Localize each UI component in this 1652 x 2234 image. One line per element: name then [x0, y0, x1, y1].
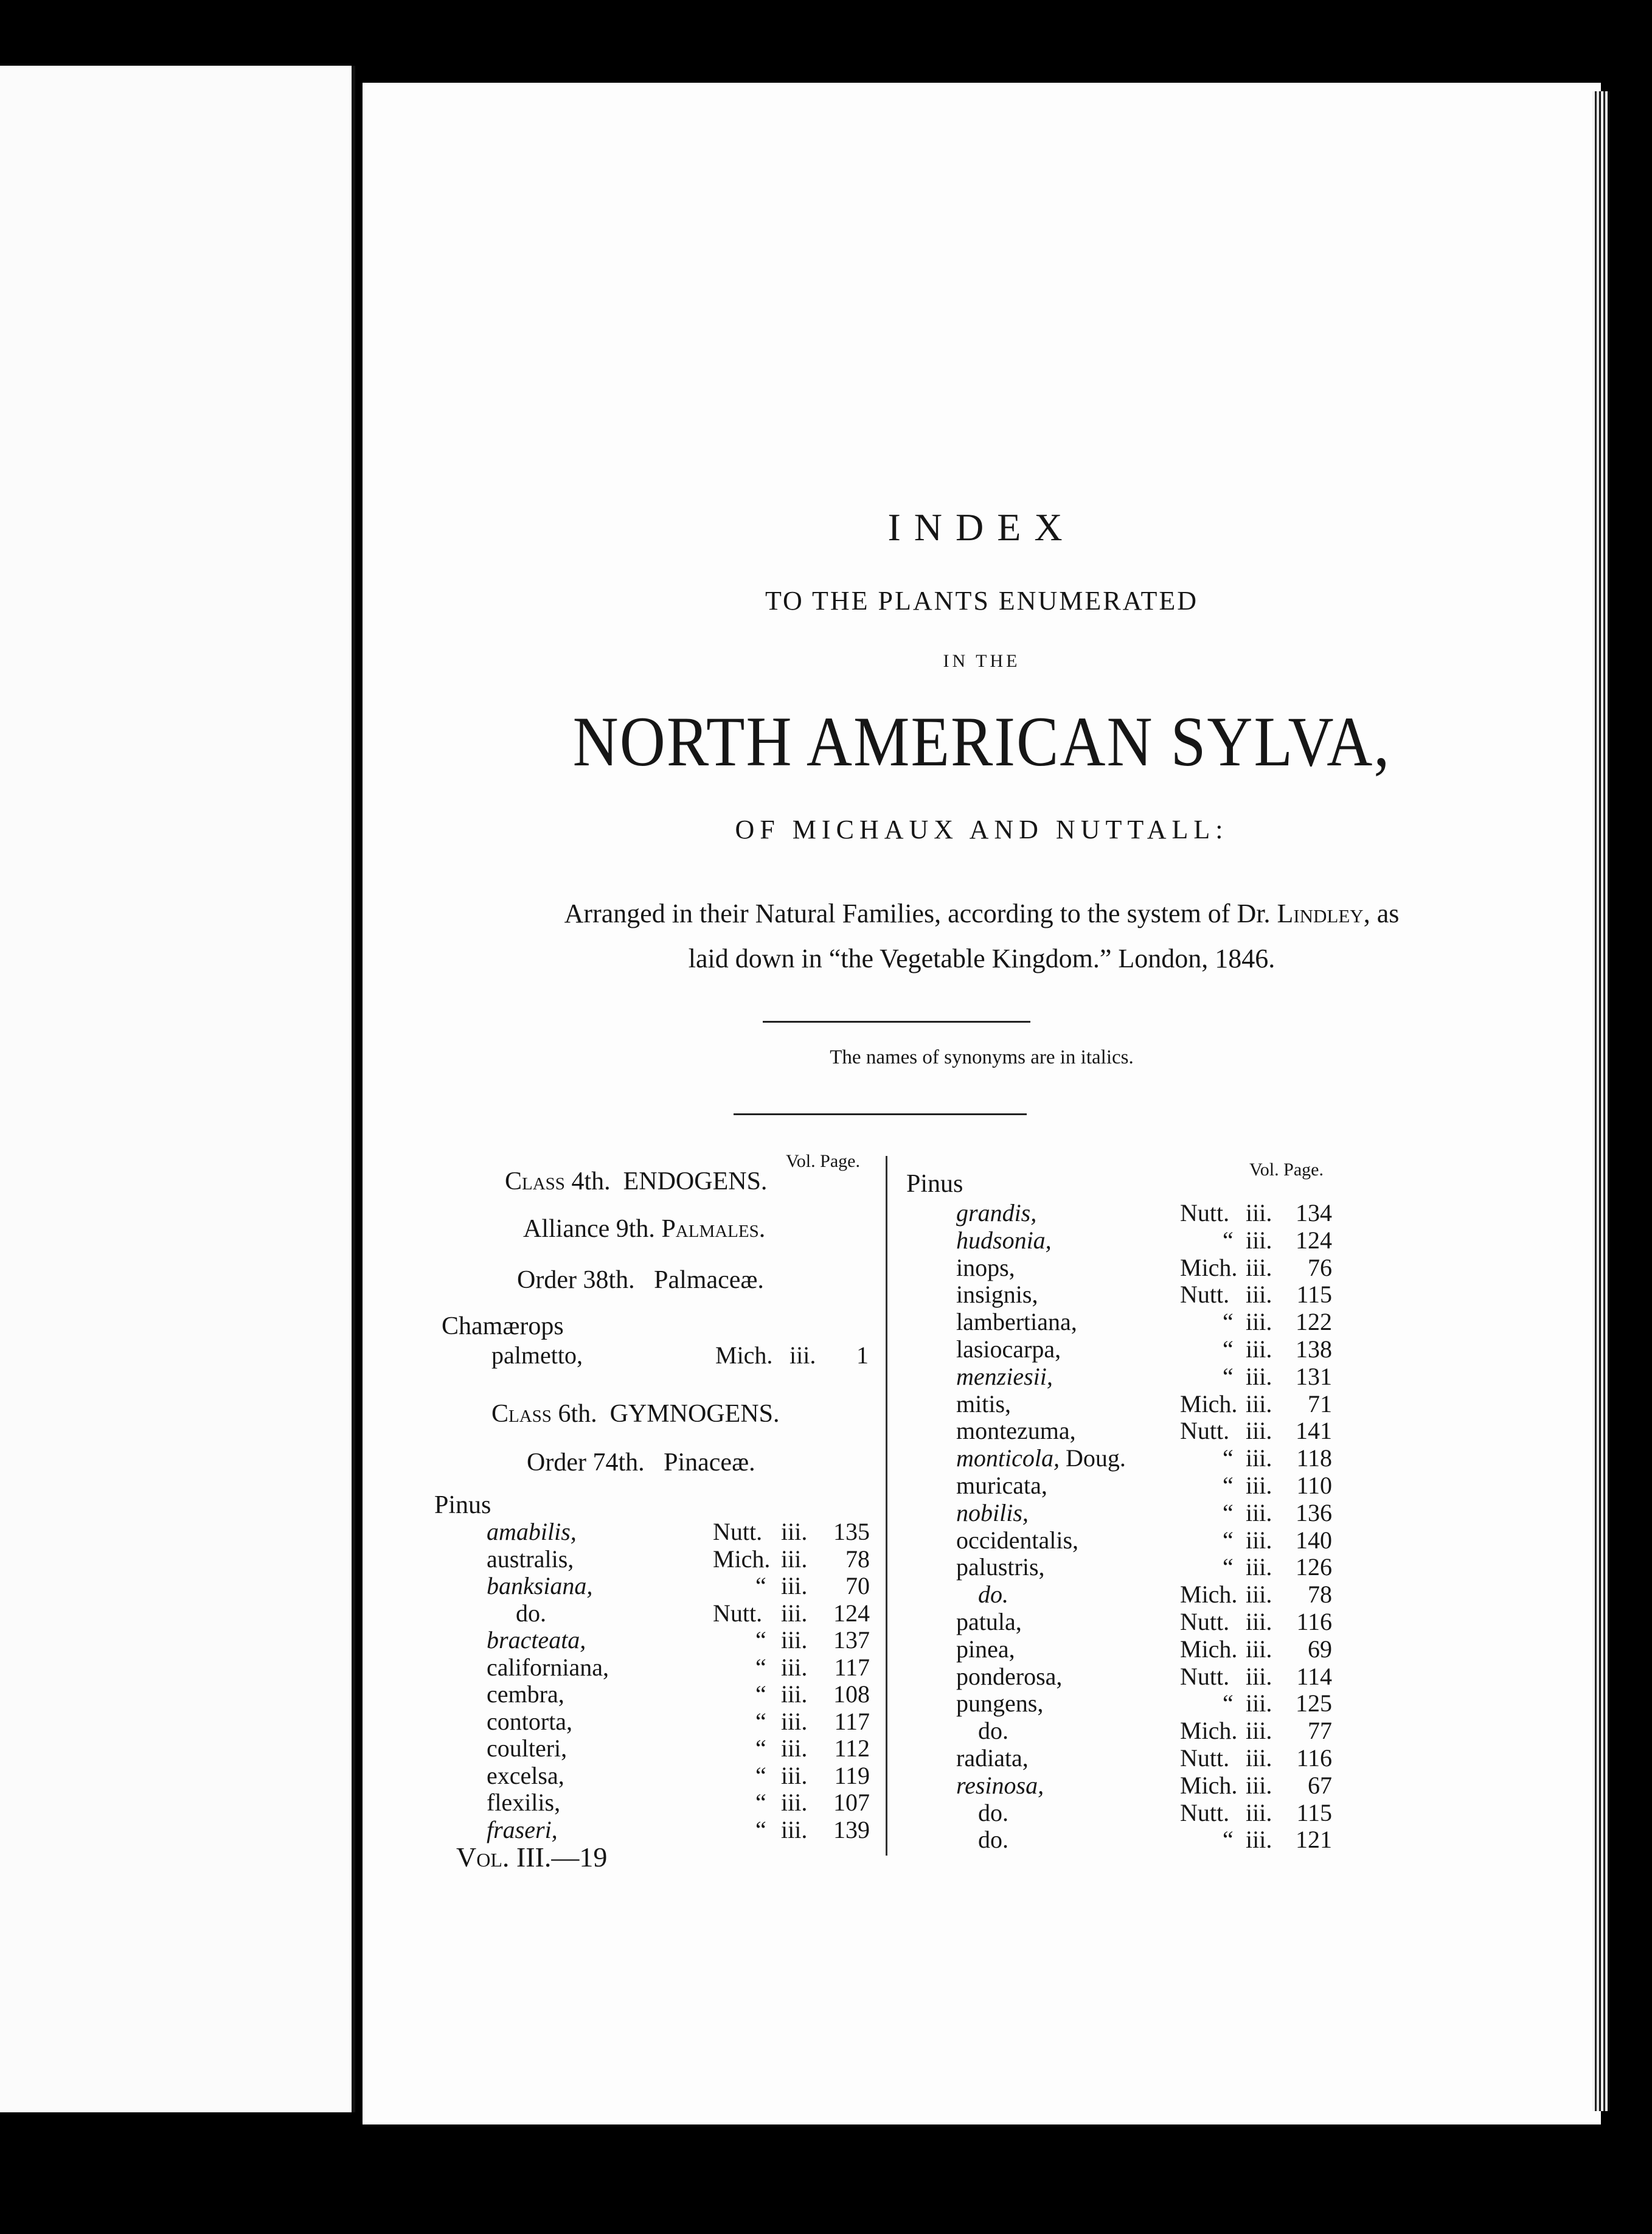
lindley-name: Lindley	[1277, 899, 1364, 928]
right-column-header: Vol. Page.	[1249, 1160, 1324, 1180]
volume-number: iii.	[781, 1599, 808, 1627]
class-number: 6th.	[558, 1400, 597, 1428]
page-number: 69	[1308, 1635, 1332, 1663]
author-source: Nutt.	[1180, 1662, 1230, 1690]
author-source: Mich.	[713, 1545, 771, 1573]
author-source: “	[1223, 1226, 1234, 1254]
facing-blank-page	[0, 66, 355, 2112]
volume-number: iii.	[1246, 1662, 1272, 1690]
author-source: Mich.	[1180, 1390, 1238, 1418]
chamaerops-page: 1	[856, 1341, 869, 1369]
page-number: 135	[833, 1518, 870, 1545]
page-number: 136	[1296, 1498, 1332, 1526]
divider-rule-bottom	[734, 1113, 1027, 1115]
page-number: 126	[1296, 1553, 1332, 1581]
species-name: australis,	[487, 1545, 574, 1573]
class-6-heading	[491, 1399, 779, 1428]
page-title: INDEX	[887, 506, 1076, 549]
genus-pinus-right: Pinus	[906, 1170, 963, 1198]
page-number: 70	[845, 1572, 870, 1599]
author-source: “	[1223, 1498, 1234, 1526]
page-number: 131	[1296, 1362, 1332, 1390]
species-name: patula,	[956, 1608, 1022, 1635]
volume-number: iii.	[781, 1789, 808, 1816]
author-source: Nutt.	[1180, 1744, 1230, 1772]
author-source: “	[755, 1815, 766, 1843]
author-source: Nutt.	[1180, 1199, 1230, 1227]
page-number: 141	[1296, 1417, 1332, 1445]
species-name: flexilis,	[487, 1789, 561, 1816]
arrangement-line-1	[363, 898, 1601, 929]
species-name: do.	[978, 1826, 1008, 1854]
chamaerops-palmetto: palmetto,	[491, 1341, 583, 1369]
volume-number: iii.	[781, 1572, 808, 1599]
volume-number: iii.	[1246, 1362, 1272, 1390]
author-source: “	[755, 1680, 766, 1708]
author-source: Nutt.	[1180, 1608, 1230, 1635]
author-source: “	[755, 1735, 766, 1762]
species-name: fraseri,	[487, 1815, 558, 1843]
species-name: lambertiana,	[956, 1308, 1077, 1336]
volume-number: iii.	[1246, 1226, 1272, 1254]
volume-number: iii.	[1246, 1308, 1272, 1336]
author-source: “	[755, 1653, 766, 1681]
volume-number: iii.	[1246, 1199, 1272, 1227]
author-source: “	[1223, 1472, 1234, 1499]
author-source: “	[1223, 1526, 1234, 1554]
page-number: 124	[833, 1599, 870, 1627]
class-name: GYMNOGENS.	[609, 1400, 780, 1428]
author-source: Nutt.	[1180, 1417, 1230, 1445]
order-name: Pinaceæ.	[664, 1449, 755, 1477]
volume-number: iii.	[1246, 1717, 1272, 1745]
volume-number: iii.	[1246, 1553, 1272, 1581]
alliance-label: Alliance 9th.	[523, 1215, 655, 1243]
page-number: 118	[1296, 1444, 1332, 1472]
species-name: bracteata,	[487, 1626, 586, 1654]
volume-number: iii.	[781, 1680, 808, 1708]
class-word: Class	[505, 1167, 565, 1195]
author-source: Mich.	[1180, 1717, 1238, 1745]
order-label: Order 38th.	[517, 1266, 635, 1294]
author-source: Nutt.	[713, 1518, 763, 1545]
chamaerops-source: Mich.	[715, 1341, 773, 1369]
author-source: Mich.	[1180, 1253, 1238, 1281]
volume-number: iii.	[1246, 1253, 1272, 1281]
alliance-name: Palmales.	[661, 1215, 766, 1243]
species-name: do.	[978, 1717, 1008, 1745]
order-38-heading	[517, 1265, 764, 1295]
class-number: 4th.	[571, 1167, 611, 1195]
species-name: montezuma,	[956, 1417, 1076, 1445]
species-name: banksiana,	[487, 1572, 593, 1599]
arrangement-text-b: , as	[1363, 899, 1400, 928]
species-name: excelsa,	[487, 1761, 564, 1789]
volume-number: iii.	[1246, 1826, 1272, 1854]
page-number: 125	[1296, 1689, 1332, 1717]
page-number: 78	[1308, 1581, 1332, 1609]
volume-number: iii.	[1246, 1417, 1272, 1445]
species-name: monticola, Doug.	[956, 1444, 1126, 1472]
volume-number: iii.	[1246, 1335, 1272, 1363]
volume-number: iii.	[781, 1545, 808, 1573]
volume-number: iii.	[1246, 1581, 1272, 1609]
subtitle-plants-enumerated: TO THE PLANTS ENUMERATED	[765, 586, 1199, 616]
species-name: resinosa,	[956, 1771, 1044, 1799]
author-source: Mich.	[1180, 1771, 1238, 1799]
species-name: do.	[978, 1581, 1008, 1609]
volume-number: iii.	[1246, 1526, 1272, 1554]
volume-number: iii.	[781, 1518, 808, 1545]
page-number: 121	[1296, 1826, 1332, 1854]
volume-number: iii.	[781, 1761, 808, 1789]
author-source: “	[755, 1626, 766, 1654]
volume-number: iii.	[781, 1815, 808, 1843]
genus-chamaerops: Chamærops	[442, 1312, 564, 1340]
order-74-heading	[527, 1448, 755, 1477]
species-name: coulteri,	[487, 1735, 567, 1762]
species-name: pungens,	[956, 1689, 1044, 1717]
page-number: 116	[1296, 1608, 1332, 1635]
class-name: ENDOGENS.	[623, 1167, 768, 1195]
volume-number: iii.	[1246, 1744, 1272, 1772]
volume-number: iii.	[1246, 1689, 1272, 1717]
page-number: 119	[834, 1761, 870, 1789]
species-name: contorta,	[487, 1707, 573, 1735]
page-edge-shadow	[1592, 91, 1609, 2111]
page-number: 134	[1296, 1199, 1332, 1227]
author-source: “	[755, 1572, 766, 1599]
species-name: grandis,	[956, 1199, 1037, 1227]
synonyms-note: The names of synonyms are in italics.	[830, 1046, 1134, 1068]
page-number: 67	[1308, 1771, 1332, 1799]
species-name: palustris,	[956, 1553, 1045, 1581]
arrangement-text-a: Arranged in their Natural Families, according to the system of Dr.	[564, 899, 1277, 928]
class-word: Class	[491, 1400, 552, 1428]
volume-number: iii.	[1246, 1281, 1272, 1309]
volume-number: iii.	[781, 1735, 808, 1762]
species-name: californiana,	[487, 1653, 609, 1681]
species-name: insignis,	[956, 1281, 1038, 1309]
column-divider	[886, 1156, 887, 1856]
page-number: 117	[834, 1707, 870, 1735]
author-source: “	[1223, 1444, 1234, 1472]
species-name: occidentalis,	[956, 1526, 1079, 1554]
author-source: “	[755, 1707, 766, 1735]
author-source: “	[1223, 1826, 1234, 1854]
main-title: NORTH AMERICAN SYLVA,	[572, 703, 1391, 781]
volume-number: iii.	[1246, 1608, 1272, 1635]
order-name: Palmaceæ.	[654, 1266, 764, 1294]
divider-rule-top	[763, 1021, 1030, 1023]
species-name: muricata,	[956, 1472, 1047, 1499]
page-number: 117	[834, 1653, 870, 1681]
page-number: 76	[1308, 1253, 1332, 1281]
subtitle-in-the: IN THE	[943, 651, 1021, 671]
species-name: inops,	[956, 1253, 1015, 1281]
volume-number: iii.	[1246, 1635, 1272, 1663]
species-name: radiata,	[956, 1744, 1029, 1772]
author-source: “	[755, 1761, 766, 1789]
page-number: 114	[1296, 1662, 1332, 1690]
author-source: “	[1223, 1689, 1234, 1717]
species-name: do.	[978, 1798, 1008, 1826]
page-number: 107	[833, 1789, 870, 1816]
author-source: “	[1223, 1553, 1234, 1581]
left-column-header: Vol. Page.	[786, 1151, 860, 1171]
author-source: “	[755, 1789, 766, 1816]
volume-number: iii.	[781, 1626, 808, 1654]
species-name: do.	[516, 1599, 546, 1627]
species-name: ponderosa,	[956, 1662, 1063, 1690]
species-name: menziesii,	[956, 1362, 1053, 1390]
species-name: mitis,	[956, 1390, 1012, 1418]
volume-number: iii.	[1246, 1472, 1272, 1499]
signature-text: Vol. III.—19	[456, 1842, 608, 1873]
page-number: 137	[833, 1626, 870, 1654]
page-number: 108	[833, 1680, 870, 1708]
volume-number: iii.	[1246, 1798, 1272, 1826]
page-number: 78	[845, 1545, 870, 1573]
author-source: Mich.	[1180, 1635, 1238, 1663]
species-name: cembra,	[487, 1680, 564, 1708]
page-number: 115	[1296, 1798, 1332, 1826]
author-source: Mich.	[1180, 1581, 1238, 1609]
volume-number: iii.	[1246, 1771, 1272, 1799]
author-source: “	[1223, 1308, 1234, 1336]
species-name: lasiocarpa,	[956, 1335, 1061, 1363]
page-number: 110	[1296, 1472, 1332, 1499]
signature-footer	[456, 1841, 607, 1873]
class-4-heading	[505, 1167, 767, 1196]
species-name: hudsonia,	[956, 1226, 1052, 1254]
page-number: 115	[1296, 1281, 1332, 1309]
species-name: amabilis,	[487, 1518, 577, 1545]
authors-line: OF MICHAUX AND NUTTALL:	[735, 815, 1229, 844]
author-source: Nutt.	[713, 1599, 763, 1627]
page-number: 71	[1308, 1390, 1332, 1418]
species-name: nobilis,	[956, 1498, 1029, 1526]
page-number: 116	[1296, 1744, 1332, 1772]
page-number: 77	[1308, 1717, 1332, 1745]
species-authority: Doug.	[1059, 1444, 1126, 1472]
arrangement-line-2: laid down in “the Vegetable Kingdom.” London, 1846.	[688, 944, 1275, 973]
species-name: pinea,	[956, 1635, 1015, 1663]
author-source: “	[1223, 1362, 1234, 1390]
page-number: 140	[1296, 1526, 1332, 1554]
page-number: 138	[1296, 1335, 1332, 1363]
volume-number: iii.	[1246, 1498, 1272, 1526]
chamaerops-volume: iii.	[790, 1341, 816, 1369]
page-number: 124	[1296, 1226, 1332, 1254]
page-number: 122	[1296, 1308, 1332, 1336]
author-source: Nutt.	[1180, 1798, 1230, 1826]
order-label: Order 74th.	[527, 1449, 645, 1477]
author-source: Nutt.	[1180, 1281, 1230, 1309]
author-source: “	[1223, 1335, 1234, 1363]
volume-number: iii.	[781, 1653, 808, 1681]
genus-pinus-left: Pinus	[434, 1491, 491, 1519]
volume-number: iii.	[781, 1707, 808, 1735]
page-number: 112	[834, 1735, 870, 1762]
alliance-heading	[523, 1214, 765, 1244]
volume-number: iii.	[1246, 1444, 1272, 1472]
volume-number: iii.	[1246, 1390, 1272, 1418]
page-number: 139	[833, 1815, 870, 1843]
